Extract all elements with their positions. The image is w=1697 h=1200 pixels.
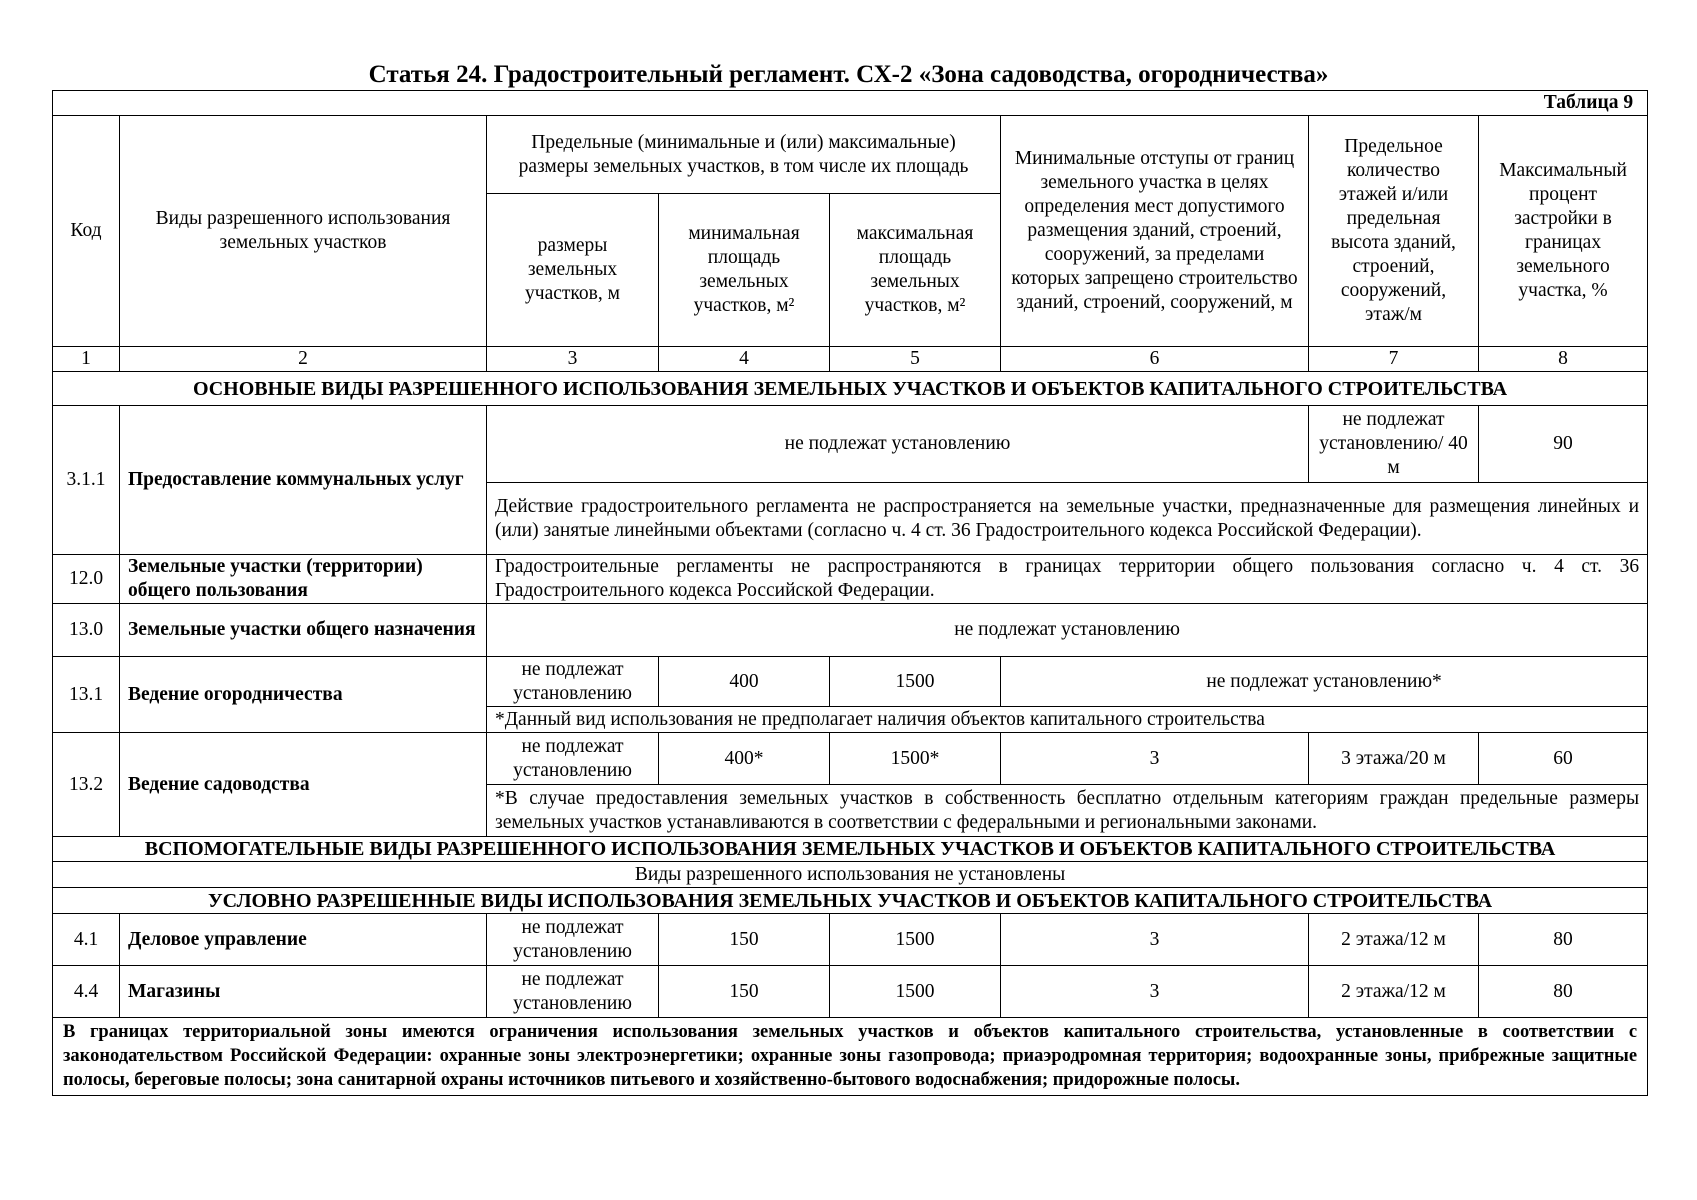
column-number: 2 — [120, 347, 487, 372]
column-number: 4 — [659, 347, 830, 372]
row-sizes: не подлежат установлению — [487, 733, 659, 785]
section-auxiliary-note: Виды разрешенного использования не установлены — [53, 862, 1648, 888]
table-label: Таблица 9 — [53, 91, 1648, 116]
table-row — [53, 914, 1648, 966]
header-floors: Предельное количество этажей и/или предельная высота зданий, строений, сооружений, этаж/м — [1309, 116, 1479, 347]
row-kind-name: Предоставление коммунальных услуг — [120, 406, 487, 555]
row-code: 4.4 — [53, 966, 120, 1018]
row-code: 13.2 — [53, 733, 120, 837]
row-sizes: не подлежат установлению — [487, 914, 659, 966]
row-floors: 2 этажа/12 м — [1309, 914, 1479, 966]
footer-row — [53, 1018, 1648, 1096]
row-kind-name: Земельные участки общего назначения — [120, 604, 487, 657]
row-floors: 3 этажа/20 м — [1309, 733, 1479, 785]
row-code: 12.0 — [53, 555, 120, 604]
row-note: Действие градостроительного регламента не распространяется на земельные участки, предназначенные для размещения линейных и (или) занятые линейными объектами (согласно ч. 4 ст. 36 Градостроительного кодекса Российской Федерации). — [487, 483, 1648, 555]
table-row — [53, 555, 1648, 604]
row-kind-name: Ведение садоводства — [120, 733, 487, 837]
row-max-area: 1500 — [830, 657, 1001, 707]
row-setback: 3 — [1001, 966, 1309, 1018]
row-floors: не подлежат установлению/ 40 м — [1309, 406, 1479, 483]
row-kind-name: Ведение огородничества — [120, 657, 487, 733]
row-floors: 2 этажа/12 м — [1309, 966, 1479, 1018]
header-kinds: Виды разрешенного использования земельных участков — [120, 116, 487, 347]
row-kind-name: Магазины — [120, 966, 487, 1018]
row-limits: не подлежат установлению — [487, 406, 1309, 483]
row-rest: не подлежат установлению* — [1001, 657, 1648, 707]
column-number: 6 — [1001, 347, 1309, 372]
regulation-table — [52, 90, 1648, 1096]
row-max-area: 1500* — [830, 733, 1001, 785]
footer-restrictions: В границах территориальной зоны имеются ограничения использования земельных участков и объектов капитального строительства, установленные в соответствии с законодательством Российской Федерации: охранные зоны электроэнергетики; охранные зоны газопровода; приаэродромная территория; водоохранные зоны, прибрежные защитные полосы, береговые полосы; зона санитарной охраны источников питьевого и хозяйственно-бытового водоснабжения; придорожные полосы. — [53, 1018, 1648, 1096]
section-conditional-row — [53, 888, 1648, 914]
column-number: 7 — [1309, 347, 1479, 372]
row-percent: 90 — [1479, 406, 1648, 483]
row-note: Градостроительные регламенты не распространяются в границах территории общего пользования согласно ч. 4 ст. 36 Градостроительного кодекса Российской Федерации. — [487, 555, 1648, 604]
header-sizes: размеры земельных участков, м — [487, 194, 659, 347]
column-number: 1 — [53, 347, 120, 372]
row-max-area: 1500 — [830, 966, 1001, 1018]
header-limits-group: Предельные (минимальные и (или) максимальные) размеры земельных участков, в том числе их площадь — [487, 116, 1001, 194]
header-min-area: минимальная площадь земельных участков, м² — [659, 194, 830, 347]
header-max-area: максимальная площадь земельных участков, м² — [830, 194, 1001, 347]
row-code: 13.0 — [53, 604, 120, 657]
row-code: 4.1 — [53, 914, 120, 966]
row-kind-name: Земельные участки (территории) общего пользования — [120, 555, 487, 604]
row-note: *Данный вид использования не предполагает наличия объектов капитального строительства — [487, 707, 1648, 733]
row-limits: не подлежат установлению — [487, 604, 1648, 657]
header-code: Код — [53, 116, 120, 347]
header-row-1 — [53, 116, 1648, 194]
column-number: 3 — [487, 347, 659, 372]
table-row — [53, 604, 1648, 657]
row-percent: 80 — [1479, 966, 1648, 1018]
section-main-row — [53, 372, 1648, 406]
row-percent: 60 — [1479, 733, 1648, 785]
header-setbacks: Минимальные отступы от границ земельного участка в целях определения мест допустимого размещения зданий, строений, сооружений, за пределами которых запрещено строительство зданий, строений, сооружений, м — [1001, 116, 1309, 347]
section-auxiliary-note-row — [53, 862, 1648, 888]
row-percent: 80 — [1479, 914, 1648, 966]
table-row — [53, 657, 1648, 707]
header-max-percent: Максимальный процент застройки в границах земельного участка, % — [1479, 116, 1648, 347]
row-setback: 3 — [1001, 733, 1309, 785]
row-min-area: 400* — [659, 733, 830, 785]
row-min-area: 150 — [659, 966, 830, 1018]
table-row — [53, 733, 1648, 785]
row-setback: 3 — [1001, 914, 1309, 966]
section-auxiliary-row — [53, 837, 1648, 862]
table-row — [53, 966, 1648, 1018]
column-number: 8 — [1479, 347, 1648, 372]
section-auxiliary-heading: ВСПОМОГАТЕЛЬНЫЕ ВИДЫ РАЗРЕШЕННОГО ИСПОЛЬЗОВАНИЯ ЗЕМЕЛЬНЫХ УЧАСТКОВ И ОБЪЕКТОВ КАПИТАЛЬНОГО СТРОИТЕЛЬСТВА — [53, 837, 1648, 862]
row-code: 3.1.1 — [53, 406, 120, 555]
row-min-area: 150 — [659, 914, 830, 966]
table-row — [53, 406, 1648, 483]
row-max-area: 1500 — [830, 914, 1001, 966]
section-main-heading: ОСНОВНЫЕ ВИДЫ РАЗРЕШЕННОГО ИСПОЛЬЗОВАНИЯ ЗЕМЕЛЬНЫХ УЧАСТКОВ И ОБЪЕКТОВ КАПИТАЛЬНОГО СТРОИТЕЛЬСТВА — [53, 372, 1648, 406]
page-title: Статья 24. Градостроительный регламент. СХ-2 «Зона садоводства, огородничества» — [368, 61, 1329, 88]
row-sizes: не подлежат установлению — [487, 657, 659, 707]
section-conditional-heading: УСЛОВНО РАЗРЕШЕННЫЕ ВИДЫ ИСПОЛЬЗОВАНИЯ ЗЕМЕЛЬНЫХ УЧАСТКОВ И ОБЪЕКТОВ КАПИТАЛЬНОГО СТРОИТЕЛЬСТВА — [53, 888, 1648, 914]
table-label-row — [53, 91, 1648, 116]
column-number: 5 — [830, 347, 1001, 372]
row-sizes: не подлежат установлению — [487, 966, 659, 1018]
column-numbers-row — [53, 347, 1648, 372]
row-code: 13.1 — [53, 657, 120, 733]
row-min-area: 400 — [659, 657, 830, 707]
row-note: *В случае предоставления земельных участков в собственность бесплатно отдельным категориям граждан предельные размеры земельных участков устанавливаются в соответствии с федеральными и региональными законами. — [487, 785, 1648, 837]
row-kind-name: Деловое управление — [120, 914, 487, 966]
